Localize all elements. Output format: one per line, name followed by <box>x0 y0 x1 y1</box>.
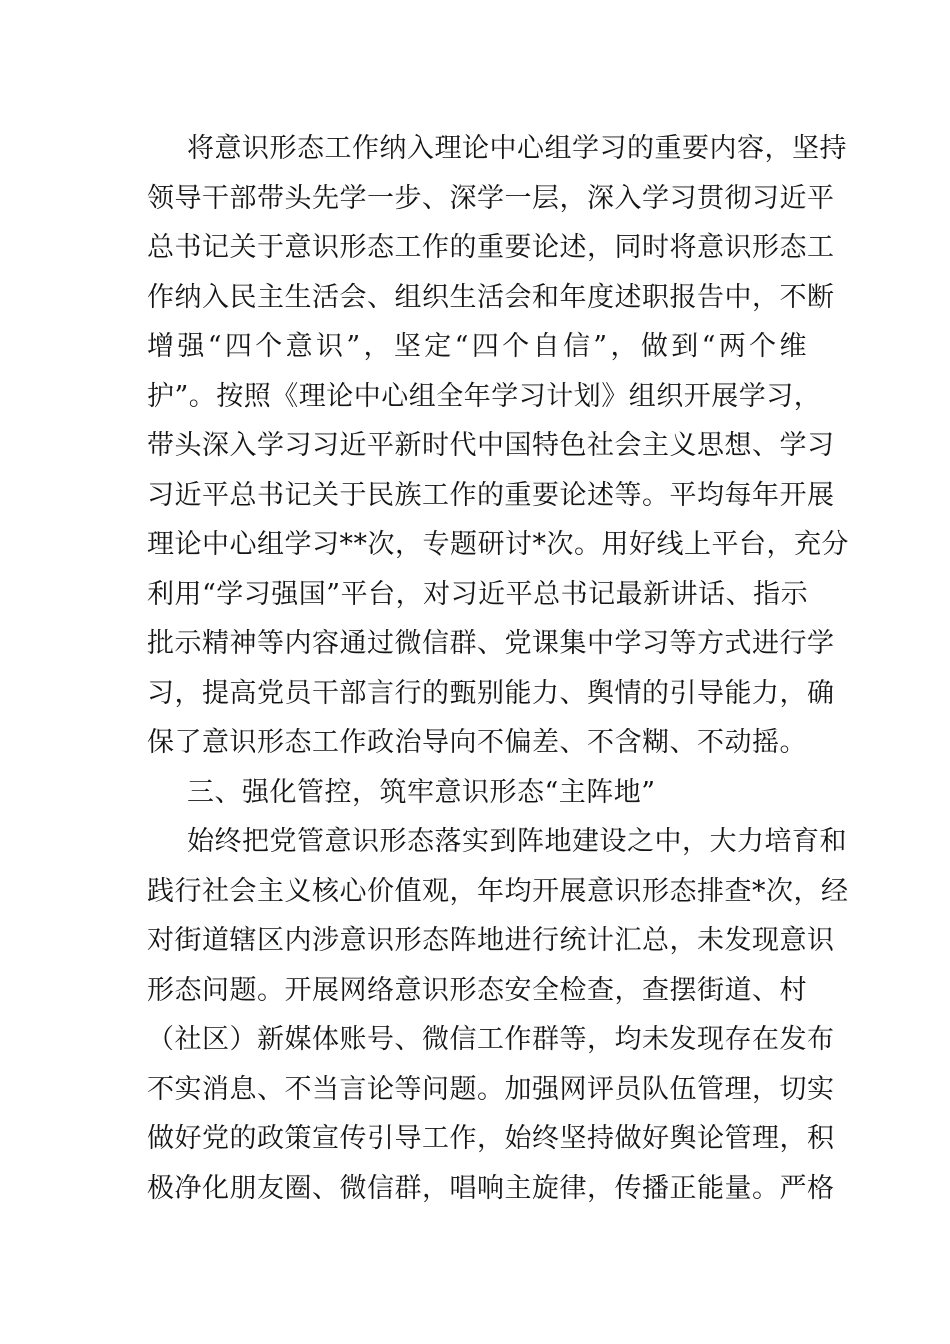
text-line: 理论中心组学习**次，专题研讨*次。用好线上平台，充分 <box>147 529 849 560</box>
text-line: 始终把党管意识形态落实到阵地建设之中，大力培育和 <box>187 826 847 857</box>
text-line: 不实消息、不当言论等问题。加强网评员队伍管理，切实 <box>147 1073 835 1105</box>
text-line: 习近平总书记关于民族工作的重要论述等。平均每年开展 <box>147 479 835 511</box>
text-line: 作纳入民主生活会、组织生活会和年度述职报告中，不断 <box>147 281 835 313</box>
text-line: 护”。按照《理论中心组全年学习计划》组织开展学习， <box>147 380 822 412</box>
section-heading <box>147 768 807 818</box>
text-line: 践行社会主义核心价值观，年均开展意识形态排查*次，经 <box>147 875 849 907</box>
text-line: 对街道辖区内涉意识形态阵地进行统计汇总，未发现意识 <box>147 925 835 956</box>
document-body <box>147 124 849 1213</box>
paragraph-ideology-study <box>147 124 849 768</box>
text-line: 总书记关于意识形态工作的重要论述，同时将意识形态工 <box>147 232 835 263</box>
text-line: 极净化朋友圈、微信群，唱响主旋律，传播正能量。严格 <box>147 1172 835 1204</box>
text-line: 利用“学习强国”平台，对习近平总书记最新讲话、指示 <box>147 578 809 610</box>
text-line: 批示精神等内容通过微信群、党课集中学习等方式进行学 <box>147 628 835 659</box>
text-line: 领导干部带头先学一步、深学一层，深入学习贯彻习近平 <box>147 182 835 214</box>
text-line: 形态问题。开展网络意识形态安全检查，查摆街道、村 <box>147 974 807 1006</box>
text-line: 习，提高党员干部言行的甄别能力、舆情的引导能力，确 <box>147 677 835 709</box>
text-line: 保了意识形态工作政治导向不偏差、不含糊、不动摇。 <box>147 727 807 758</box>
text-line: 增强“四个意识”，坚定“四个自信”，做到“两个维 <box>147 331 807 362</box>
paragraph-position-management <box>147 817 849 1213</box>
text-line: 将意识形态工作纳入理论中心组学习的重要内容，坚持 <box>187 133 847 164</box>
text-line: 带头深入学习习近平新时代中国特色社会主义思想、学习 <box>147 430 835 461</box>
text-line: （社区）新媒体账号、微信工作群等，均未发现存在发布 <box>147 1024 835 1055</box>
section-heading-text: 三、强化管控，筑牢意识形态“主阵地” <box>187 776 656 808</box>
text-line: 做好党的政策宣传引导工作，始终坚持做好舆论管理，积 <box>147 1123 835 1154</box>
